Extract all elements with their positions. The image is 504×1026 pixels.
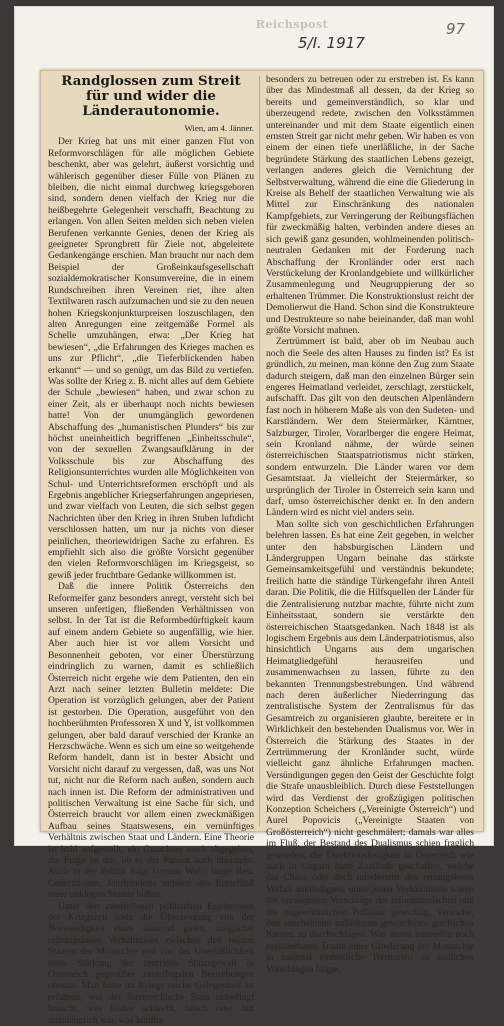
article-paragraph: Zertrümmert ist bald, aber ob im Neubau auch noch die Seele des alten Hauses zu finden ist? Es ist gründlich, zu meinen, man könne den Zug zum Staate dadurch steigern, daß man den einzelnen Bürger sein engeres Heimatland verleidet, zerschlagt, zerstückelt, aufschafft. Das gilt von den deutschen Alpenländern fast noch in höherem Maße als von den Sudeten- und Karstländern. Wer dem Steiermärker, Kärntner, Salzburger, Tiroler, Vorarlberger die engere Heimat, sein Kronland nähme, der würde seinen österreichischen Staatspatriotismus nicht stärken, sondern entwurzeln. Die Länder waren vor dem Gesamtstaat. Ja vielleicht der Steiermärker, so ursprünglich der Tiroler in Österreich sein kann und darf, umso österreichischer denkt er. In den andern Ländern wird es nicht viel anders sein. — [266, 336, 474, 519]
article-paragraph: Unter den zweifellosen politischen Ergebnissen der Kriegszeit steht die Überzeugung von der Notwendigkeit eines dauernd guten, möglichst reibungslosen Verhältnisses zwischen den beiden Staaten der Monarchie und von der Unerläßlichkeit einer Stärkung der zentralen Staatsgewalt in Österreich gegenüber zentrifugalen Bestrebungen obenan. Man hatte im Kriege reiche Gelegenheit zu erfahren, was der österreichische Staat unbedingt braucht, was bisher schlecht, falsch oder nur unzulänglich war, was künftig — [48, 900, 254, 1026]
page-number: 97 — [446, 20, 466, 38]
article-column-right — [266, 74, 474, 975]
newspaper-clipping — [40, 70, 484, 1026]
column-divider — [259, 76, 260, 826]
newspaper-stamp: Reichspost — [255, 18, 329, 31]
article-column-left — [48, 74, 254, 1026]
article-paragraph: Der Krieg hat uns mit einer ganzen Flut von Reformvorschlägen für alle möglichen Gebiete beschenkt, aber was gelehrt, äußerst vorsichtig und wählerisch gegenüber dieser Fülle von Plänen zu bleiben, die nicht einmal durchweg kriegsgeboren sind, sondern denen vielfach der Krieg nur die heißbegehrte Gelegenheit verschafft, Beachtung zu erlangen. Von allen Seiten melden sich neben vielen Berufenen verkannte Genies, denen der Krieg als geeigneter Sprungbrett für Ziele not, abgeleitete Gedankengänge erschien. Man braucht nur nach dem Beispiel der Großeinkaufsgesellschaft sozialdemokratischer Konsumvereine, die in einem Rundschreiben ihren Vereinen riet, ihre alten Textilwaren rasch aufzumachen und sie zu den neuen hohen Kriegskonjunkturpreisen loszuschlagen, den alten Anregungen eine zeitgemäße Formel als Schelle umzuhängen, etwa: „Der Krieg hat bewiesen“, „die Erfahrungen des Krieges machen es uns zur Pflicht“, „die Tieferblickenden haben erkannt“ — und so genügt, um das Bild zu vertiefen. Was sollte der Krieg z. B. nicht alles auf dem Gebiete der Schule „bewiesen“ haben, und zwar schon zu einer Zeit, als er überhaupt noch nichts bewiesen hatte! Von der unumgänglich gewordenen Abschaffung des „humanistischen Plunders“ bis zur höchst uneinheitlich begriffenen „Einheitsschule“, von der sexuellen Zwangsaufklärung in der Volksschule bis zur Abschaffung des Religionsunterrichtes wurden alle Möglichkeiten von Schul- und Unterrichtsreformen erschöpft und als Ergebnis angeblicher Kriegserfahrungen angepriesen, und zwar vielfach von Leuten, die sich selbst gegen Nachrichten über den Krieg in ihren Stuben luftdicht verschlossen hatten, um nur ja nichts von dieser peinlichen, theoriewidrigen Sache zu erfahren. Es empfiehlt sich also die größte Vorsicht gegenüber den vielen Reformvorschlägen im Kriegsgeist, so gewiß jeder fruchtbare Gedanke willkommen ist. — [48, 136, 255, 581]
archive-sheet — [14, 6, 494, 1026]
article-title: Randglossen zum Streit für und wider die Länderautonomie. — [61, 73, 241, 119]
article-paragraph: Daß die innere Politik Österreichs den Reformeifer ganz besonders anregt, versteht sich bei unseren unfertigen, fließenden Verhältnissen von selbst. In der Tat ist die Reformbedürftigkeit kaum auf einem andern Gebiete so augenfällig, wie hier. Aber auch hier ist vor allem Vorsicht und Besonnenheit geboten, vor einer Überstürzung eindringlich zu warnen, damit es schließlich Österreich nicht ergehe wie dem Patienten, den ein Arzt nach seiner letzten Bulletin meldete: Die Operation ist vorzüglich gelungen, aber der Patient ist gestorben. Die Operation, ausgeführt von den hochberühmten Professoren X und Y, ist vollkommen gelungen, aber bald darauf verschied der Kranke an Herzschwäche. Wenn es sich um eine so weitgehende Reform handelt, dann ist in bester Absicht und Vorsicht nicht darauf zu vergessen, daß, was uns Not tut, nicht nur die Reform nach außen, sondern auch nach innen ist. Die Reform der administrativen und politischen Verwaltung ist eine Sache für sich, und Österreich braucht vor allem einen zweckmäßigen Aufbau seines Staatswesens, ein vernünftiges Verhältnis zwischen Staat und Ländern. Eine Theorie ist bald aufgestellt, ein Gutachten rasch abgegeben, die Frage ist nur, ob es der Patient auch übersteht. Auch in der Politik folgt kurzem Wahn lange Reu. Generationen, Jahrhunderte müssen den Entschluß einer unklugen Stunde büßen. — [48, 581, 254, 901]
handwritten-date: 5/I. 1917 — [298, 34, 365, 52]
article-paragraph: Man sollte sich von geschichtlichen Erfahrungen belehren lassen. Es hat eine Zeit gegeben, in welcher unter den habsburgischen Ländern und Ländergruppen Ungarn beinahe das stärkste Gemeinsamkeitsgefühl und verständnis bekundete; freilich hatte die ständige Türkengefahr ihren Anteil daran. Die Politik, die die Hilfsquellen der Länder für die Zentralisierung nutzbar machte, führte nicht zum Einheitsstaat, sondern sie verstärkte den österreichischen Staatsgedanken. Nach 1848 ist als logischem Ergebnis aus dem Länderpatriotismus, also hinsichtlich Ungarns aus dem ungarischen Heimatgliedgefühl herausreifen und zusammenwachsen zu lassen, führte zu den bekannten Trennungsbestrebungen. Und während nach deren äußerlicher Niederringung das zentralistische System der Zentralismus für das Gesamtreich zu organisieren glaubte, bereitete er in Wirklichkeit den bestehenden Dualismus vor. Wer in Österreich die Stärkung des Staates in der Zertrümmerung der Kronländer sucht, würde vielleicht ganz ähnliche Erfahrungen machen. Versündigungen gegen den Geist der Geschichte folgt die Strafe unausbleiblich. Durch diese Feststellungen wird das Verdienst der großzügigen politischen Konzeption Scheichers („Vereinigte Österreich“) und Aurel Popovicis („Vereinigte Staaten von Großösterreich“) nicht geschmälert; damals war alles im Fluß, der Bestand des Dualismus schien fraglich geworden, die Direktionslosigkeit in Österreich wie auch in Ungarn hatte Zustände geschaffen, welche das Chaos oder doch mindestens den rettungslosen Verfall ankündigten; unter jenen Verhältnissen waren die verwegenen Vorschläge der reformatorischen und die ungewöhnlichen Politiker gewichtig, Versuche, den anscheinend unlösbaren gewordenen gordischen Knoten zu durchschlagen. Was ihrem immerhin noch realisierbaren Traum einer Gliederung der Monarchie in national einheitliche Territorien an ähnlichen Vorschlägen folgte, — [266, 518, 474, 975]
article-paragraph: besonders zu betreuen oder zu erstreben ist. Es kann über das Mindestmaß all dessen, da der Krieg so bereits und gemeinverständlich, so klar und überzeugend redete, zwischen den Volksstämmen untereinander und mit dem Staate eigentlich einen ernsten Streit gar nicht mehr geben. Wir haben es von einem der einen tiefe unerläßliche, in der Sache begründete Stärkung des staatlichen Lebens gezeigt, verlangen anderes gleich die Vernichtung der Selbstverwaltung, während die eine die Gliederung in Kreise als Behelf der staatlichen Verwaltung wie als Mittel zur Einschränkung des nationalen Kampfgebiets, zur Verringerung der Reibungsflächen für zweckmäßig halten, verbinden andere dieses an sich gewiß ganz gesunden, wohlmeinenden politisch-neutralen Gedanken mit der Forderung nach Abschaffung der Kronländer oder erst nach Verstückelung der Kronlandgebiete und willkürlicher Zusammenlegung und Neugruppierung der so erhaltenen Trümmer. Die Konstruktionslust reicht der Demolierwut die Hand. Schon sind die Konstrukteure und Destrukteure so nahe beieinander, daß man wohl größte Vorsicht mahnen. — [266, 74, 474, 336]
article-dateline: Wien, am 4. Jänner. — [184, 123, 254, 133]
